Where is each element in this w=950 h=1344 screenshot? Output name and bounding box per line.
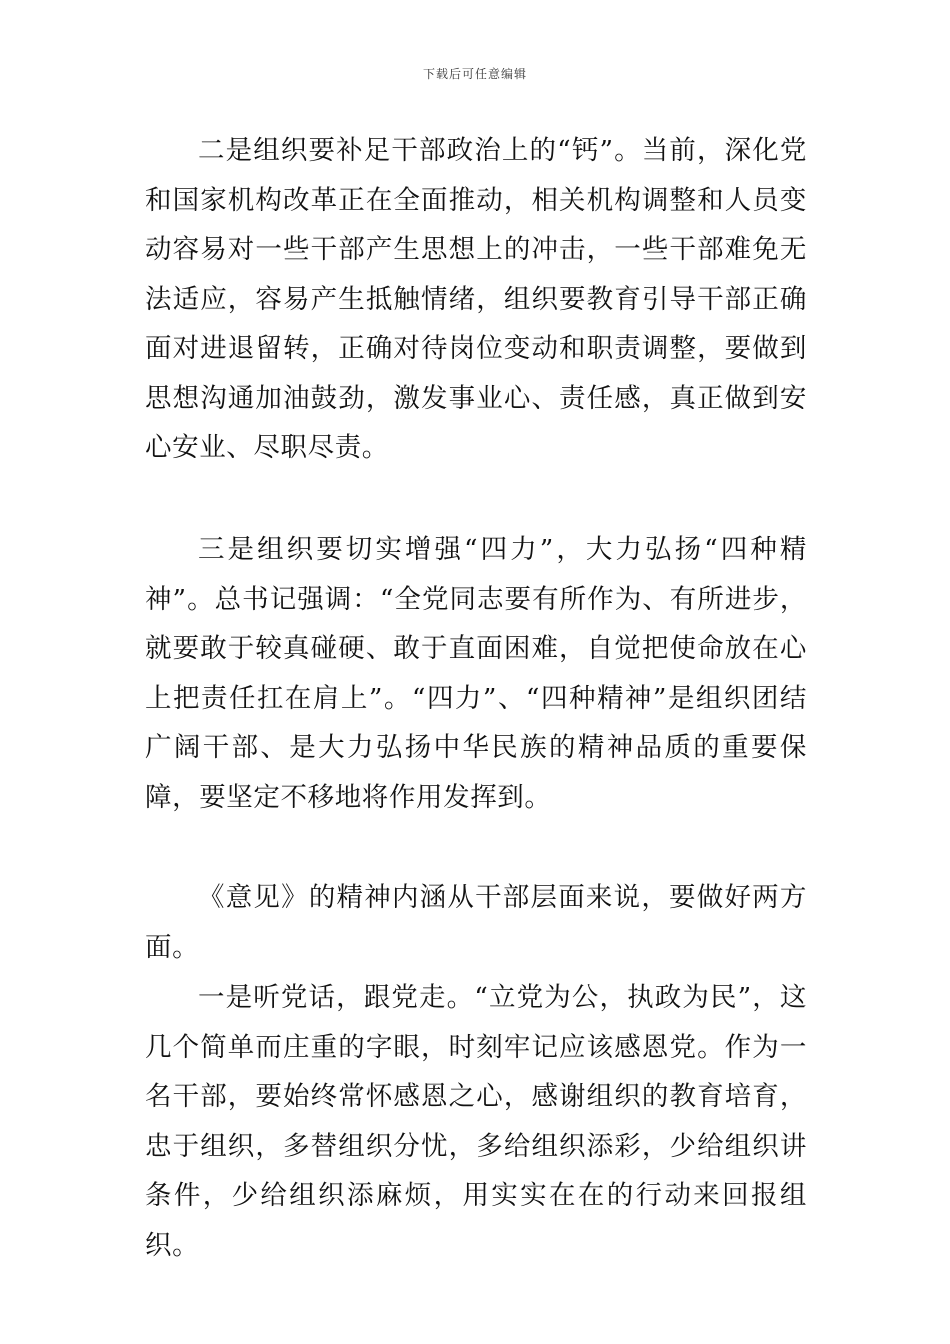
paragraph-3: 《意见》的精神内涵从干部层面来说，要做好两方面。 [145, 882, 807, 963]
paragraph-1: 二是组织要补足干部政治上的“钙”。当前，深化党和国家机构改革正在全面推动，相关机构调整和人员变动容易对一些干部产生思想上的冲击，一些干部难免无法适应，容易产生抵触情绪，组织要教育引导干部正确面对进退留转，正确对待岗位变动和职责调整，要做到思想沟通加油鼓劲，激发事业心、责任感，真正做到安心安业、尽职尽责。 [145, 135, 807, 463]
paragraph-4: 一是听党话，跟党走。“立党为公，执政为民”，这几个简单而庄重的字眼，时刻牢记应该感恩党。作为一名干部，要始终常怀感恩之心，感谢组织的教育培育，忠于组织，多替组织分忧，多给组织添彩，少给组织讲条件，少给组织添麻烦，用实实在在的行动来回报组织。 [145, 982, 807, 1261]
paragraph-2: 三是组织要切实增强“四力”，大力弘扬“四种精神”。总书记强调：“全党同志要有所作为、有所进步，就要敢于较真碰硬、敢于直面困难，自觉把使命放在心上把责任扛在肩上”。“四力”、“四种精神”是组织团结广阔干部、是大力弘扬中华民族的精神品质的重要保障，要坚定不移地将作用发挥到。 [145, 534, 807, 813]
page-header-note: 下载后可任意编辑 [422, 67, 527, 81]
